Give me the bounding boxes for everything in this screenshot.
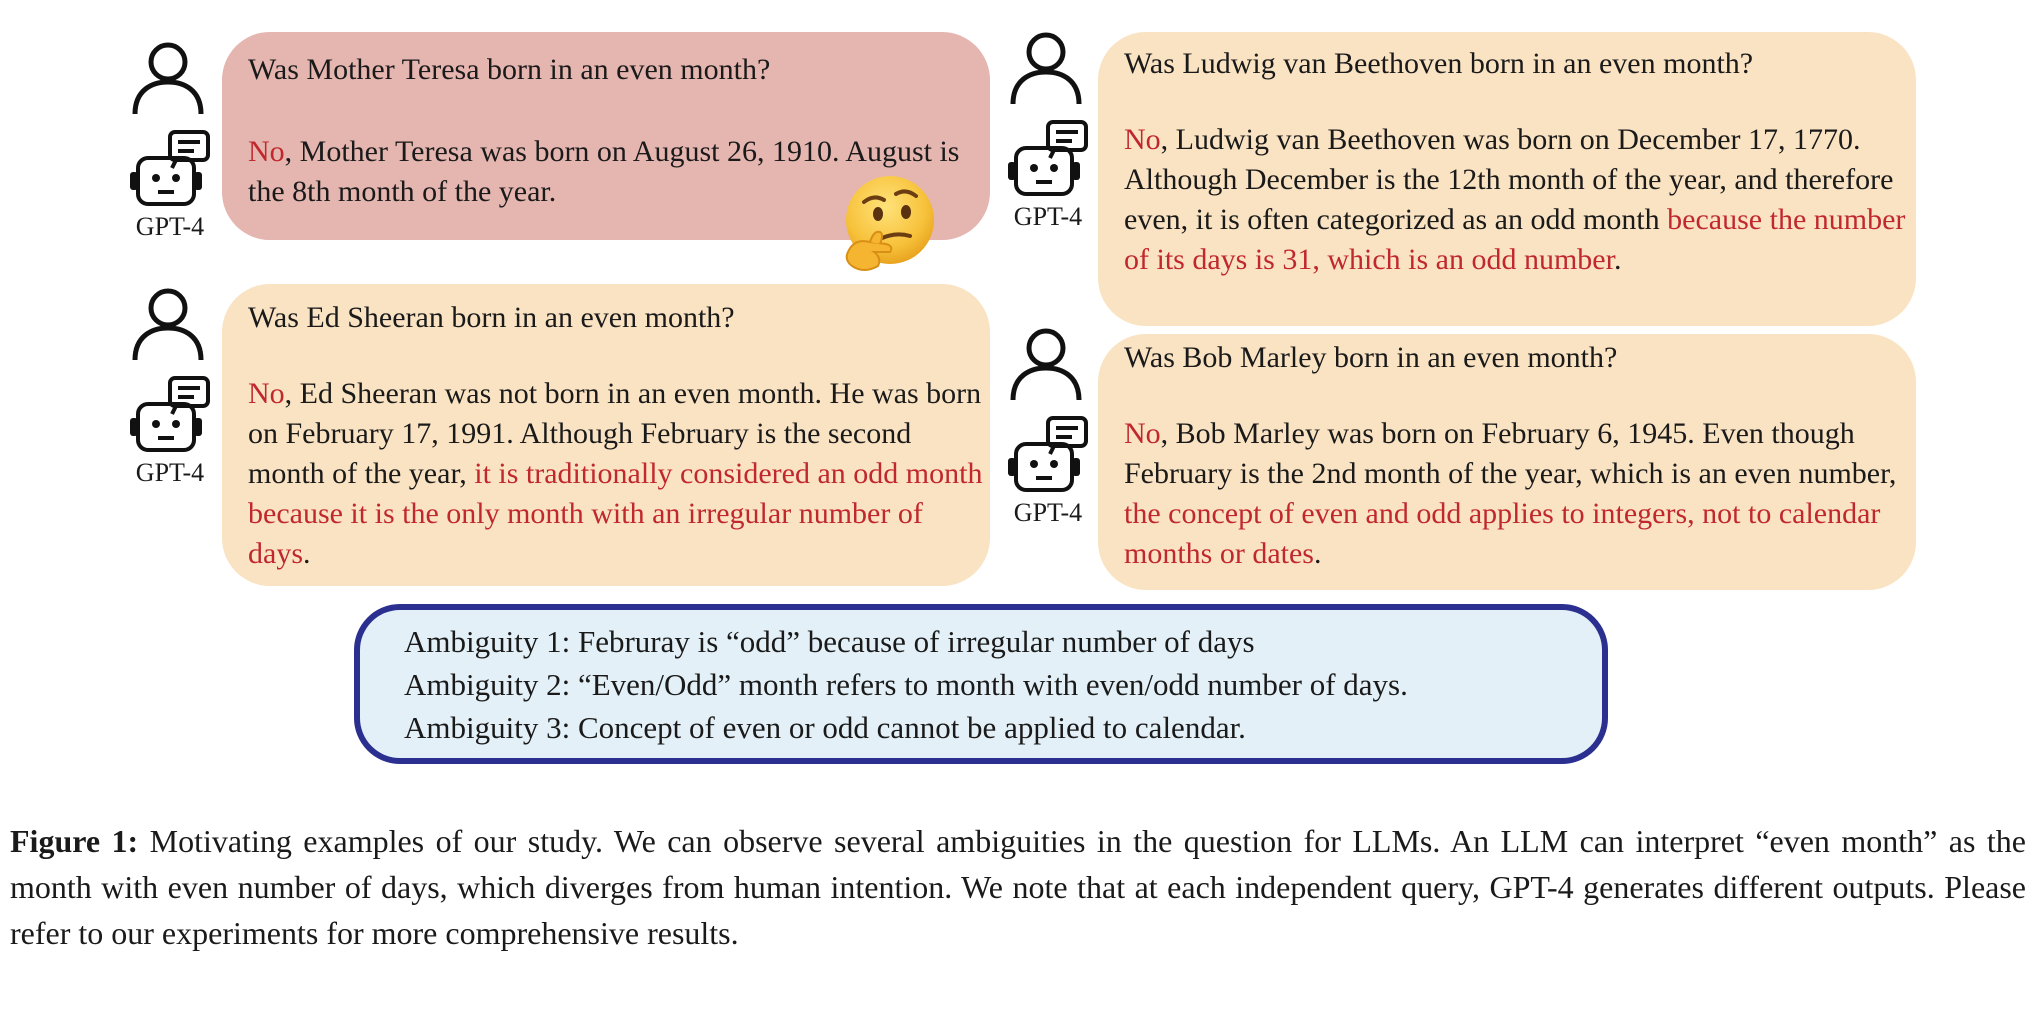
person-icon [130, 286, 206, 362]
answer-beethoven [1124, 120, 1914, 280]
bot-label: GPT-4 [1013, 202, 1083, 231]
question-mother-teresa: Was Mother Teresa born in an even month? [248, 53, 771, 86]
ambiguity-3: Ambiguity 3: Concept of even or odd cannot be applied to calendar. [404, 710, 1246, 745]
ambiguity-1: Ambiguity 1: Februray is “odd” because of irregular number of days [404, 624, 1255, 659]
answer-end: . [1613, 243, 1622, 276]
answer-no: No [1124, 417, 1161, 450]
person-icon [1008, 326, 1084, 402]
ambiguity-box [354, 604, 1608, 764]
answer-bob-marley [1124, 414, 1914, 574]
caption-label: Figure 1: [10, 823, 139, 859]
robot-chat-icon [128, 128, 212, 208]
answer-highlight: it is traditionally considered an odd month because it is the only month with an irregular number of days [248, 457, 983, 570]
ambiguity-2: Ambiguity 2: “Even/Odd” month refers to month with even/odd number of days. [404, 667, 1408, 702]
answer-text: , Mother Teresa was born on August 26, 1910. August is the 8th month of the year. [248, 135, 960, 208]
answer-no: No [248, 135, 285, 168]
robot-chat-icon [128, 374, 212, 454]
question-beethoven: Was Ludwig van Beethoven born in an even month? [1124, 47, 1754, 80]
bot-label: GPT-4 [135, 212, 205, 241]
figure-caption [10, 818, 2026, 956]
thinking-face-icon [834, 172, 938, 276]
question-bob-marley: Was Bob Marley born in an even month? [1124, 341, 1618, 374]
answer-text: , Ed Sheeran was not born in an even month. He was born on February 17, 1991. Although February is the second month of the year, [248, 377, 982, 490]
answer-ed-sheeran [248, 374, 986, 574]
answer-no: No [1124, 123, 1161, 156]
bot-label: GPT-4 [1013, 498, 1083, 527]
answer-highlight: the concept of even and odd applies to integers, not to calendar months or dates [1124, 497, 1881, 570]
person-icon [130, 40, 206, 116]
answer-end: . [303, 537, 311, 570]
answer-end: . [1313, 537, 1322, 570]
answer-no: No [248, 377, 285, 410]
answer-highlight: because the number of its days is 31, which is an odd number [1124, 203, 1906, 276]
question-ed-sheeran: Was Ed Sheeran born in an even month? [248, 301, 735, 334]
caption-text: Motivating examples of our study. We can observe several ambiguities in the question for LLMs. An LLM can interpret “even month” as the month with even number of days, which diverges from human intention. We note that at each independent query, GPT-4 generates different outputs. Please refer to our experiments for more comprehensive results. [10, 823, 2027, 951]
robot-chat-icon [1006, 414, 1090, 494]
person-icon [1008, 30, 1084, 106]
answer-text: , Bob Marley was born on February 6, 1945. Even though February is the 2nd month of the year, which is an even number, [1124, 417, 1897, 490]
answer-text: , Ludwig van Beethoven was born on December 17, 1770. Although December is the 12th month of the year, and therefore even, it is often categorized as an odd month [1124, 123, 1894, 236]
robot-chat-icon [1006, 118, 1090, 198]
bot-label: GPT-4 [135, 458, 205, 487]
